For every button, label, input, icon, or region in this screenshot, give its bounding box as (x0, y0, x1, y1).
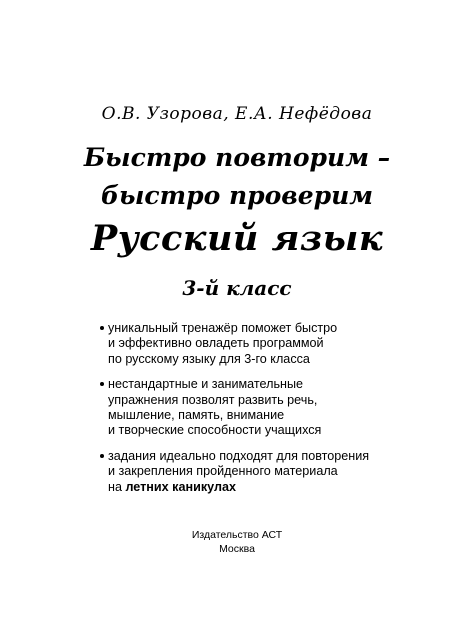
subject-title: Русский язык (90, 218, 384, 259)
features-list (100, 321, 430, 505)
feature-prefix: на (108, 479, 126, 494)
bullet-icon (100, 454, 104, 458)
publisher-name: Издательство АСТ (191, 529, 283, 541)
feature-line: нестандартные и занимательные (108, 377, 304, 392)
bullet-icon (100, 326, 104, 330)
feature-line: мышление, память, внимание (108, 408, 285, 423)
feature-emphasis: летних каникулах (125, 479, 236, 494)
feature-line: уникальный тренажёр поможет быстро (108, 321, 338, 335)
authors: О.В. Узорова, Е.А. Нефёдова (101, 104, 373, 124)
title-line-1: Быстро повторим – (83, 143, 391, 172)
bullet-icon (100, 382, 104, 386)
grade-label: 3-й класс (182, 276, 292, 300)
list-item (100, 377, 430, 439)
feature-line: и эффективно овладеть программой (108, 336, 324, 351)
publisher-city: Москва (219, 543, 255, 555)
feature-line: по русскому языку для 3-го класса (108, 351, 310, 366)
feature-line-last (108, 480, 430, 495)
feature-line: задания идеально подходят для повторения (108, 448, 370, 463)
feature-line: и творческие способности учащихся (108, 423, 322, 438)
list-item (100, 321, 430, 367)
list-item (100, 449, 430, 495)
publisher-block (0, 528, 474, 556)
feature-line: упражнения позволят развить речь, (108, 392, 318, 407)
title-line-2: быстро проверим (100, 181, 374, 210)
feature-line: и закрепления пройденного материала (108, 464, 338, 479)
